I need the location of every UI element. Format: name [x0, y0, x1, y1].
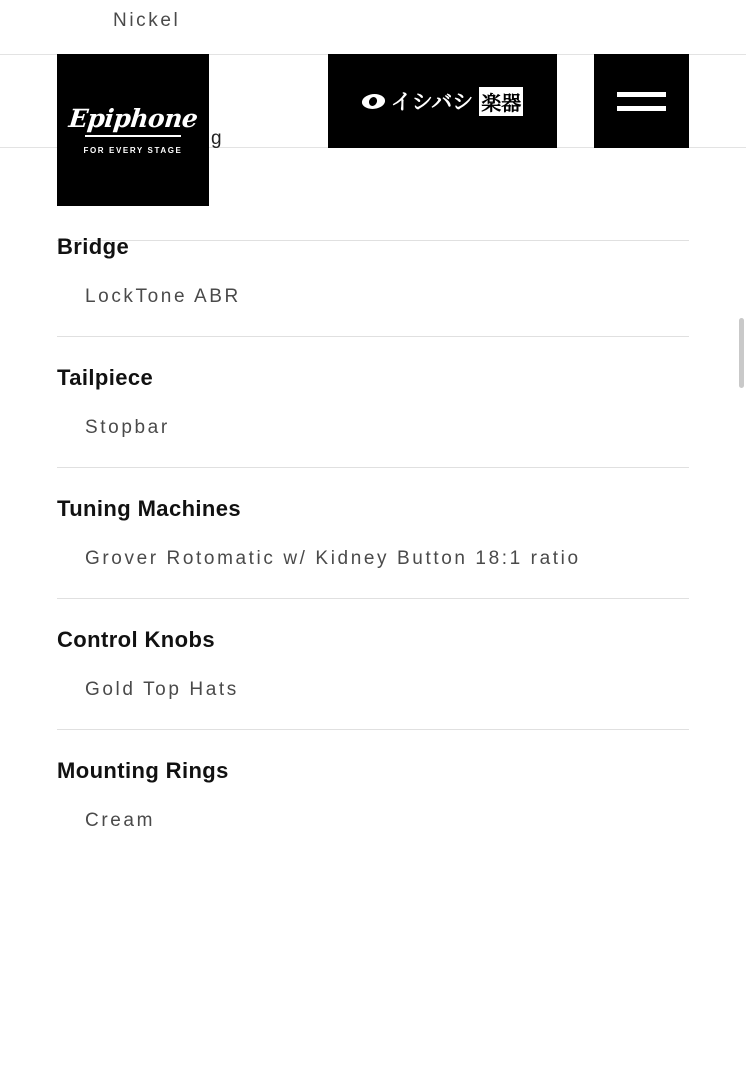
spec-label: Tailpiece: [57, 365, 154, 390]
spec-label: Control Knobs: [57, 627, 215, 652]
partial-spec-row-top: [0, 0, 746, 48]
brand-logo-tagline: FOR EVERY STAGE: [83, 145, 183, 155]
spec-value: LockTone ABR: [85, 286, 241, 307]
page-scrollbar[interactable]: [738, 0, 746, 1080]
scrollbar-thumb[interactable]: [739, 318, 744, 388]
spec-value: Cream: [85, 810, 156, 831]
spec-label: Mounting Rings: [57, 758, 229, 783]
shop-logo-text: イシバシ: [390, 90, 474, 114]
shop-logo-text-boxed: 楽器: [479, 87, 523, 116]
spec-value: Nickel: [113, 10, 181, 31]
spec-value: Stopbar: [85, 417, 170, 438]
brand-logo-wordmark: Epiphone: [67, 103, 199, 133]
spec-row: [57, 336, 689, 467]
hamburger-bar-top: [617, 92, 666, 97]
spec-label: Tuning Machines: [57, 496, 242, 521]
obscured-text-fragment: g: [211, 128, 223, 149]
spec-row: [57, 467, 689, 598]
spec-row: [57, 598, 689, 729]
spec-row: [57, 206, 689, 336]
hamburger-menu-icon[interactable]: [594, 54, 689, 148]
brand-logo-epiphone[interactable]: [57, 54, 209, 206]
eye-icon: [361, 94, 386, 109]
hamburger-bar-bottom: [617, 106, 666, 111]
spec-label: Bridge: [57, 234, 130, 259]
shop-logo-ishibashi[interactable]: [328, 54, 557, 148]
spec-list: [0, 206, 746, 860]
brand-logo-underline: [85, 135, 181, 137]
spec-row: [57, 729, 689, 860]
spec-value: Gold Top Hats: [85, 679, 239, 700]
spec-value: Grover Rotomatic w/ Kidney Button 18:1 ratio: [85, 548, 581, 569]
